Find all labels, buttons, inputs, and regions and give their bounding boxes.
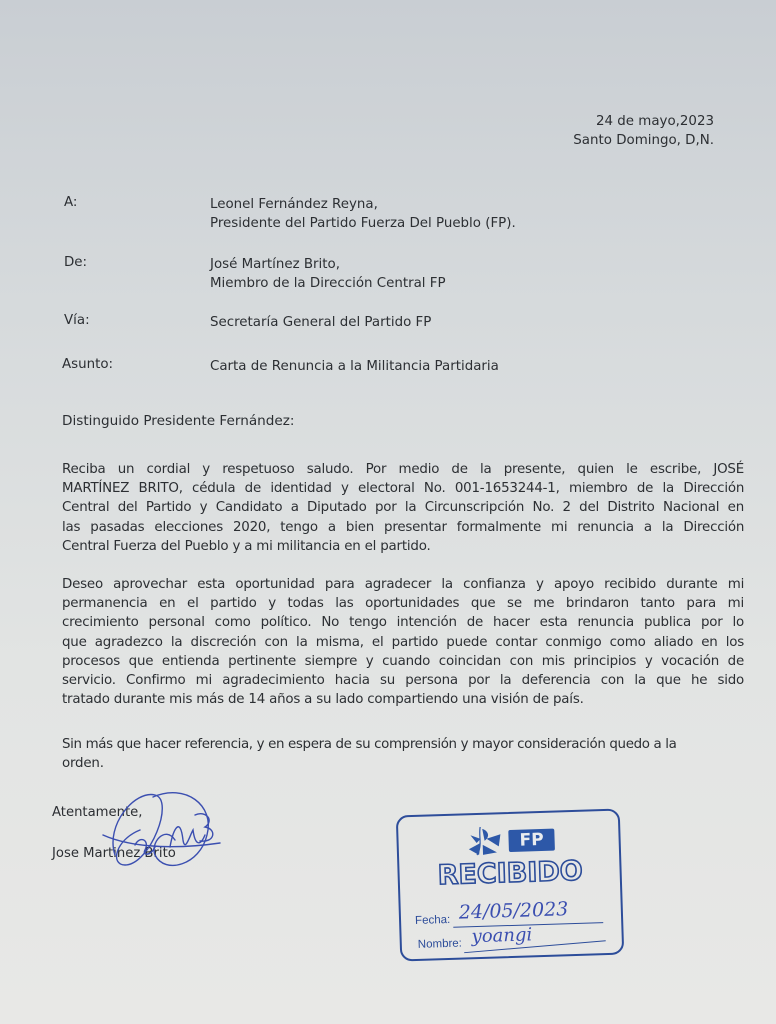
to-name: Leonel Fernández Reyna,: [210, 197, 378, 212]
from-value: [210, 255, 446, 293]
paragraph-line: crecimiento personal como político. No tengo intención de hacer esta renuncia publica por lo: [62, 615, 744, 631]
received-stamp: [396, 809, 624, 962]
paragraph-line: Reciba un cordial y respetuoso saludo. Por medio de la presente, quien le escribe, JOSÉ: [62, 462, 744, 477]
paragraph-line: MARTÍNEZ BRITO, cédula de identidad y electoral No. 001-1653244-1, miembro de la Dirección: [62, 481, 745, 497]
stamp-fp-logo: FP: [508, 829, 555, 852]
to-value: [210, 195, 516, 233]
from-title: Miembro de la Dirección Central FP: [210, 276, 446, 291]
subject-value: Carta de Renuncia a la Militancia Partidaria: [210, 359, 499, 374]
stamp-date-handwritten: 24/05/2023: [458, 898, 569, 924]
from-label: De:: [64, 255, 88, 270]
paragraph-line: procesos que entienda pertinente siempre y cuando coincidan con mis principios y vocación de: [62, 653, 744, 669]
paragraph-line: Deseo aprovechar esta oportunidad para agradecer la confianza y apoyo recibido durante mi: [62, 577, 745, 592]
via-value: Secretaría General del Partido FP: [210, 315, 432, 330]
salutation: Distinguido Presidente Fernández:: [62, 413, 295, 429]
paragraph-line: servicio. Confirmo mi agradecimiento hacia su persona por la deferencia con la que he sido: [62, 673, 745, 689]
paragraph-line: Sin más que hacer referencia, y en espera de su comprensión y mayor consideración quedo a la: [62, 737, 677, 752]
paragraph-line: Central del Partido y Candidato a Diputado por la Circunscripción No. 2 del Distrito Nacional en: [62, 500, 744, 516]
paragraph-2: [62, 575, 744, 709]
paragraph-line: orden.: [62, 756, 104, 772]
paragraph-1: [62, 460, 744, 556]
fp-flower-logo-icon: [466, 826, 503, 857]
letter-date: 24 de mayo,2023: [596, 114, 714, 129]
signer-name: Jose Martinez Brito: [52, 846, 176, 861]
paragraph-line: Central Fuerza del Pueblo y a mi militancia en el partido.: [62, 538, 431, 554]
stamp-name-label: Nombre:: [417, 937, 463, 951]
letter-place: Santo Domingo, D,N.: [573, 133, 714, 148]
stamp-name-handwritten: yoangi: [471, 924, 533, 948]
via-label: Vía:: [64, 313, 90, 328]
paragraph-3: [62, 735, 744, 773]
paragraph-line: las pasadas elecciones 2020, tengo a bien presentar formalmente mi renuncia a la Dirección: [62, 519, 745, 535]
to-label: A:: [64, 195, 78, 210]
paragraph-line: permanencia en el partido y todas las oportunidades que se me brindaron tanto para mi: [62, 596, 744, 612]
date-place-block: [573, 112, 714, 150]
from-name: José Martínez Brito,: [210, 257, 340, 272]
closing: Atentamente,: [52, 805, 143, 820]
to-title: Presidente del Partido Fuerza Del Pueblo (FP).: [210, 216, 516, 231]
stamp-title: RECIBIDO: [437, 855, 584, 892]
stamp-date-label: Fecha:: [414, 913, 451, 927]
handwritten-signature: [95, 785, 235, 880]
subject-label: Asunto:: [62, 357, 114, 372]
paragraph-line: que agradezco la discreción con la misma, el partido puede contar conmigo como aliado en los: [62, 634, 744, 650]
paragraph-line: tratado durante mis más de 14 años a su lado compartiendo una visión de país.: [62, 692, 584, 708]
